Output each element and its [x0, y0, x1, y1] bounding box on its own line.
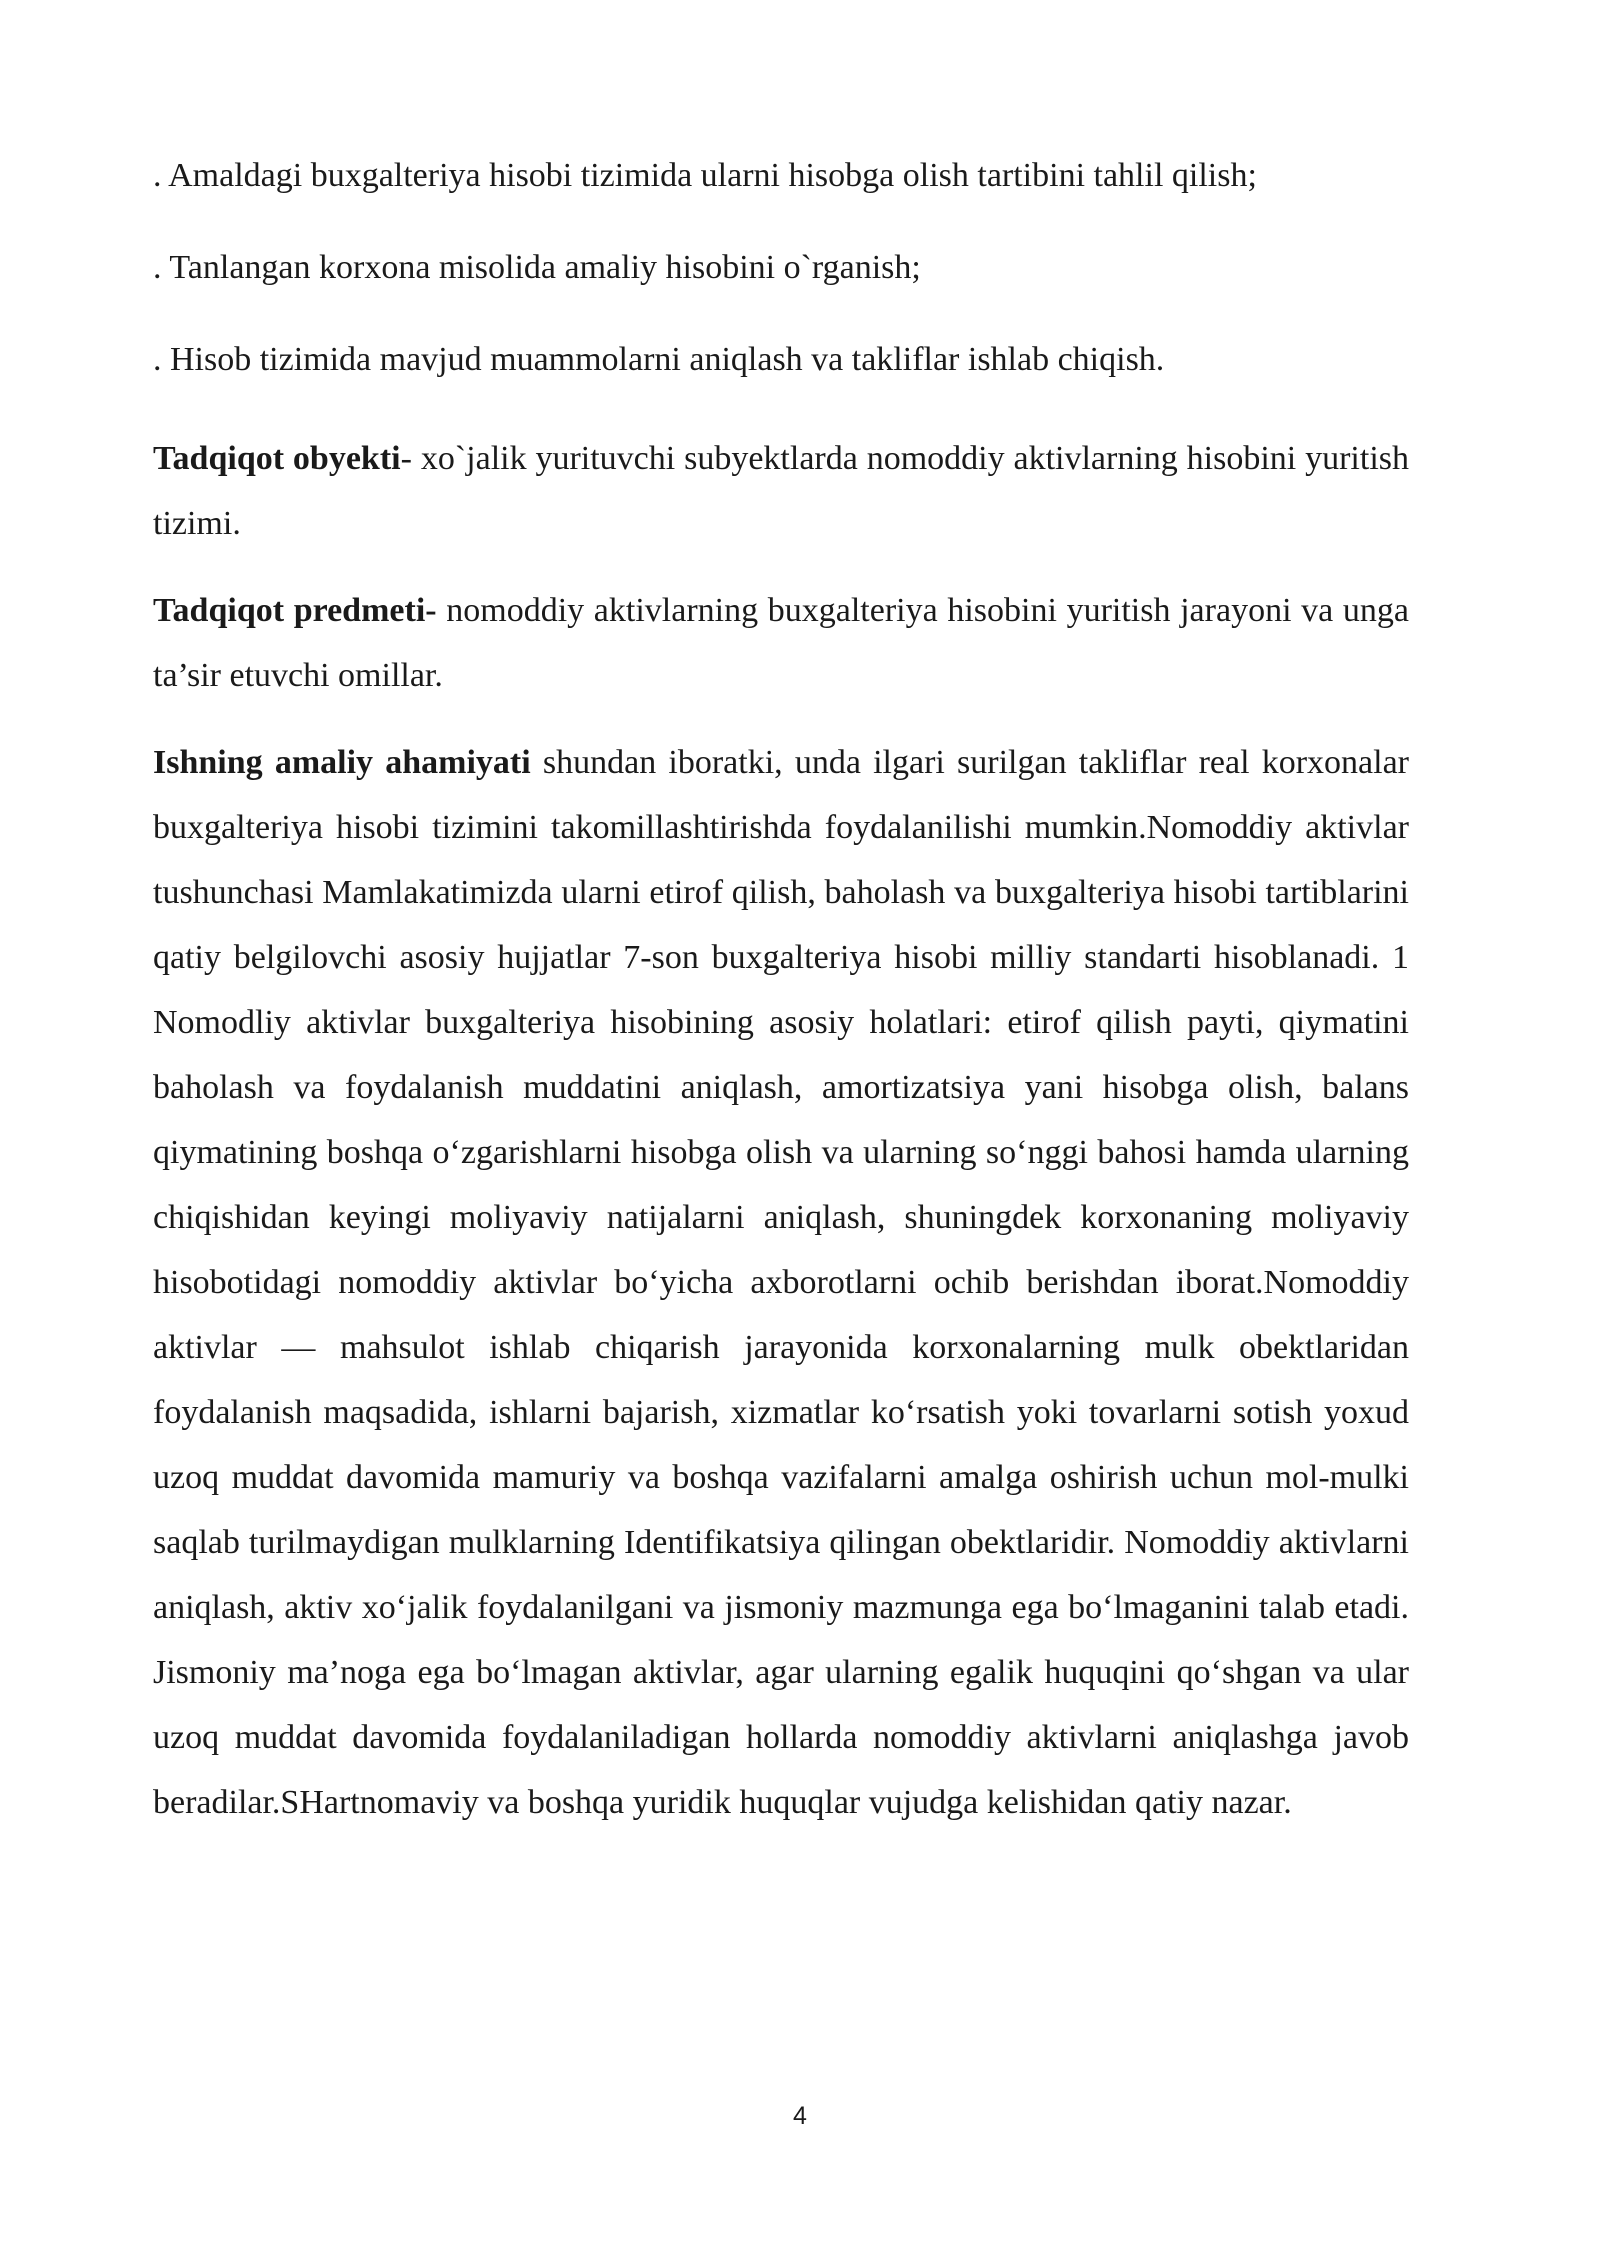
research-subject-label: Tadqiqot predmeti-	[153, 592, 437, 629]
page-content	[153, 150, 1409, 1857]
bullet-line: . Amaldagi buxgalteriya hisobi tizimida ularni hisobga olish tartibini tahlil qilish;	[153, 157, 1257, 194]
research-object-paragraph	[153, 426, 1409, 556]
bullet-line: . Hisob tizimida mavjud muammolarni aniqlash va takliflar ishlab chiqish.	[153, 341, 1165, 378]
research-subject-text: nomoddiy aktivlarning buxgalteriya hisobini yuritish jarayoni va unga ta’sir etuvchi omillar.	[153, 592, 1410, 694]
page-number: 4	[793, 2102, 807, 2130]
practical-significance-label: Ishning amaliy ahamiyati	[153, 744, 531, 781]
research-object-label: Tadqiqot obyekti	[153, 440, 401, 477]
research-subject-paragraph	[153, 578, 1409, 708]
practical-significance-text: shundan iboratki, unda ilgari surilgan takliflar real korxonalar buxgalteriya hisobi tizimini takomillashtirishda foydalanilishi mumkin.Nomoddiy aktivlar tushunchasi Mamlakatimizda ularni etirof qilish, baholash va buxgalteriya hisobi tartiblarini qatiy belgilovchi asosiy hujjatlar 7-son buxgalteriya hisobi milliy standarti hisoblanadi. 1 Nomodliy aktivlar buxgalteriya hisobining asosiy holatlari: etirof qilish payti, qiymatini baholash va foydalanish muddatini aniqlash, amortizatsiya yani hisobga olish, balans qiymatining boshqa o‘zgarishlarni hisobga olish va ularning so‘nggi bahosi hamda ularning chiqishidan keyingi moliyaviy natijalarni aniqlash, shuningdek korxonaning moliyaviy hisobotidagi nomoddiy aktivlar bo‘yicha axborotlarni ochib berishdan iborat.Nomoddiy aktivlar — mahsulot ishlab chiqarish jarayonida korxonalarning mulk obektlaridan foydalanish maqsadida, ishlarni bajarish, xizmatlar ko‘rsatish yoki tovarlarni sotish yoxud uzoq muddat davomida mamuriy va boshqa vazifalarni amalga oshirish uchun mol-mulki saqlab turilmaydigan mulklarning Identifikatsiya qilingan obektlaridir. Nomoddiy aktivlarni aniqlash, aktiv xo‘jalik foydalanilgani va jismoniy mazmunga ega bo‘lmaganini talab etadi. Jismoniy ma’noga ega bo‘lmagan aktivlar, agar ularning egalik huquqini qo‘shgan va ular uzoq muddat davomida foydalaniladigan hollarda nomoddiy aktivlarni aniqlashga javob beradilar.SHartnomaviy va boshqa yuridik huquqlar vujudga kelishidan qatiy nazar.	[153, 744, 1409, 1821]
bullet-line: . Tanlangan korxona misolida amaliy hisobini o`rganish;	[153, 249, 921, 286]
practical-significance-paragraph	[153, 730, 1409, 1835]
research-object-text: - xo`jalik yurituvchi subyektlarda nomoddiy aktivlarning hisobini yuritish tizimi.	[153, 440, 1409, 542]
